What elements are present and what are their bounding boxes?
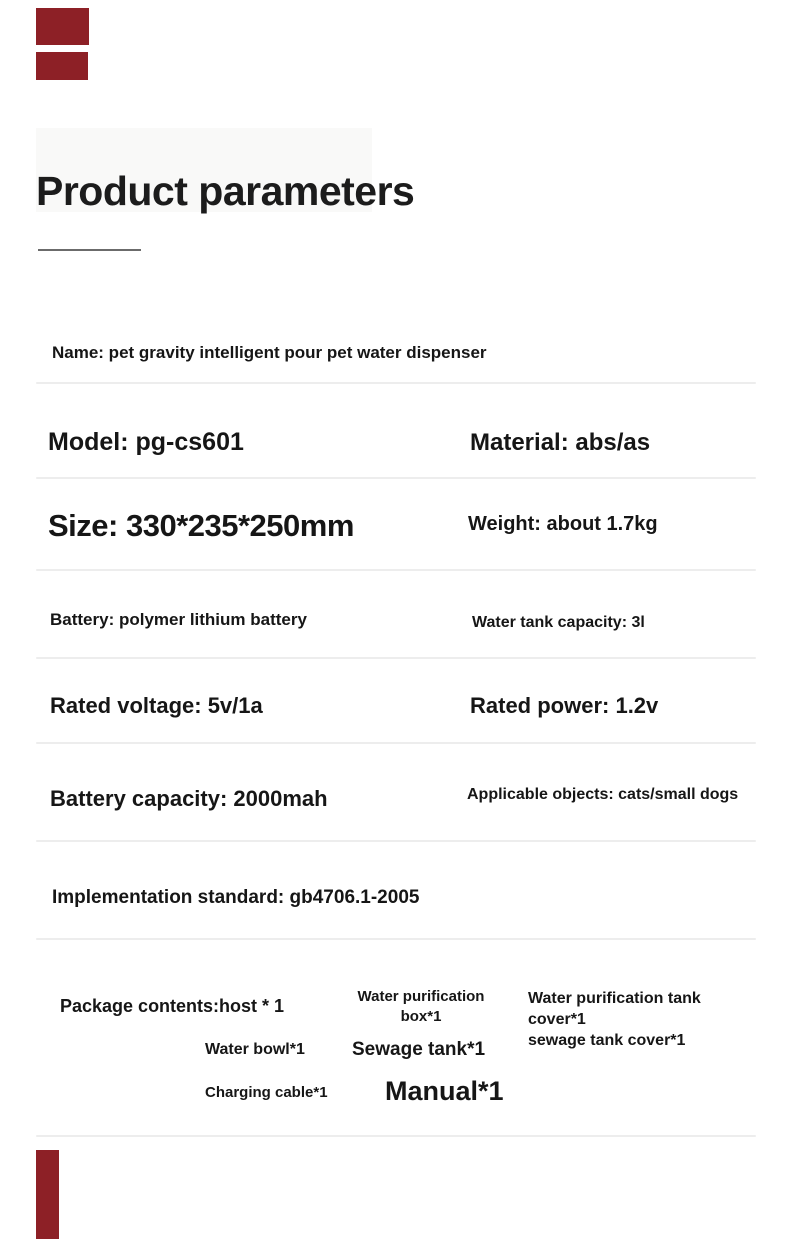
row-divider [36, 477, 756, 479]
spec-material: Material: abs/as [470, 429, 651, 456]
row-divider [36, 1135, 756, 1137]
package-water-purification-box: Water purification box*1 [357, 988, 485, 1025]
row-divider [36, 938, 756, 940]
row-divider [36, 657, 756, 659]
spec-battery: Battery: polymer lithium battery [50, 610, 307, 629]
title-underline [38, 249, 141, 251]
spec-implementation-standard: Implementation standard: gb4706.1-2005 [52, 887, 420, 908]
red-edge-artifact-top-2 [36, 52, 88, 80]
spec-size: Size: 330*235*250mm [48, 508, 354, 543]
package-water-bowl: Water bowl*1 [205, 1041, 305, 1058]
package-charging-cable: Charging cable*1 [205, 1084, 328, 1101]
page-title: Product parameters [36, 168, 415, 215]
package-covers-group [528, 988, 728, 1051]
spec-rated-voltage: Rated voltage: 5v/1a [50, 693, 263, 718]
spec-weight: Weight: about 1.7kg [468, 513, 658, 535]
red-edge-artifact-bottom [36, 1150, 59, 1239]
spec-water-tank-capacity: Water tank capacity: 3l [472, 614, 645, 631]
spec-rated-power: Rated power: 1.2v [470, 693, 659, 718]
spec-applicable-objects: Applicable objects: cats/small dogs [467, 786, 739, 803]
row-divider [36, 569, 756, 571]
package-contents-host: Package contents:host * 1 [60, 996, 285, 1016]
product-name: Name: pet gravity intelligent pour pet water dispenser [52, 343, 487, 362]
package-sewage-tank-cover: sewage tank cover*1 [528, 1032, 686, 1049]
package-sewage-tank: Sewage tank*1 [352, 1039, 486, 1060]
spec-battery-capacity: Battery capacity: 2000mah [50, 786, 328, 811]
row-divider [36, 840, 756, 842]
red-edge-artifact-top-1 [36, 8, 89, 45]
package-water-purification-tank-cover: Water purification tank cover*1 [528, 990, 701, 1028]
row-divider [36, 742, 756, 744]
package-manual: Manual*1 [385, 1076, 504, 1106]
spec-model: Model: pg-cs601 [48, 428, 244, 456]
row-divider [36, 382, 756, 384]
